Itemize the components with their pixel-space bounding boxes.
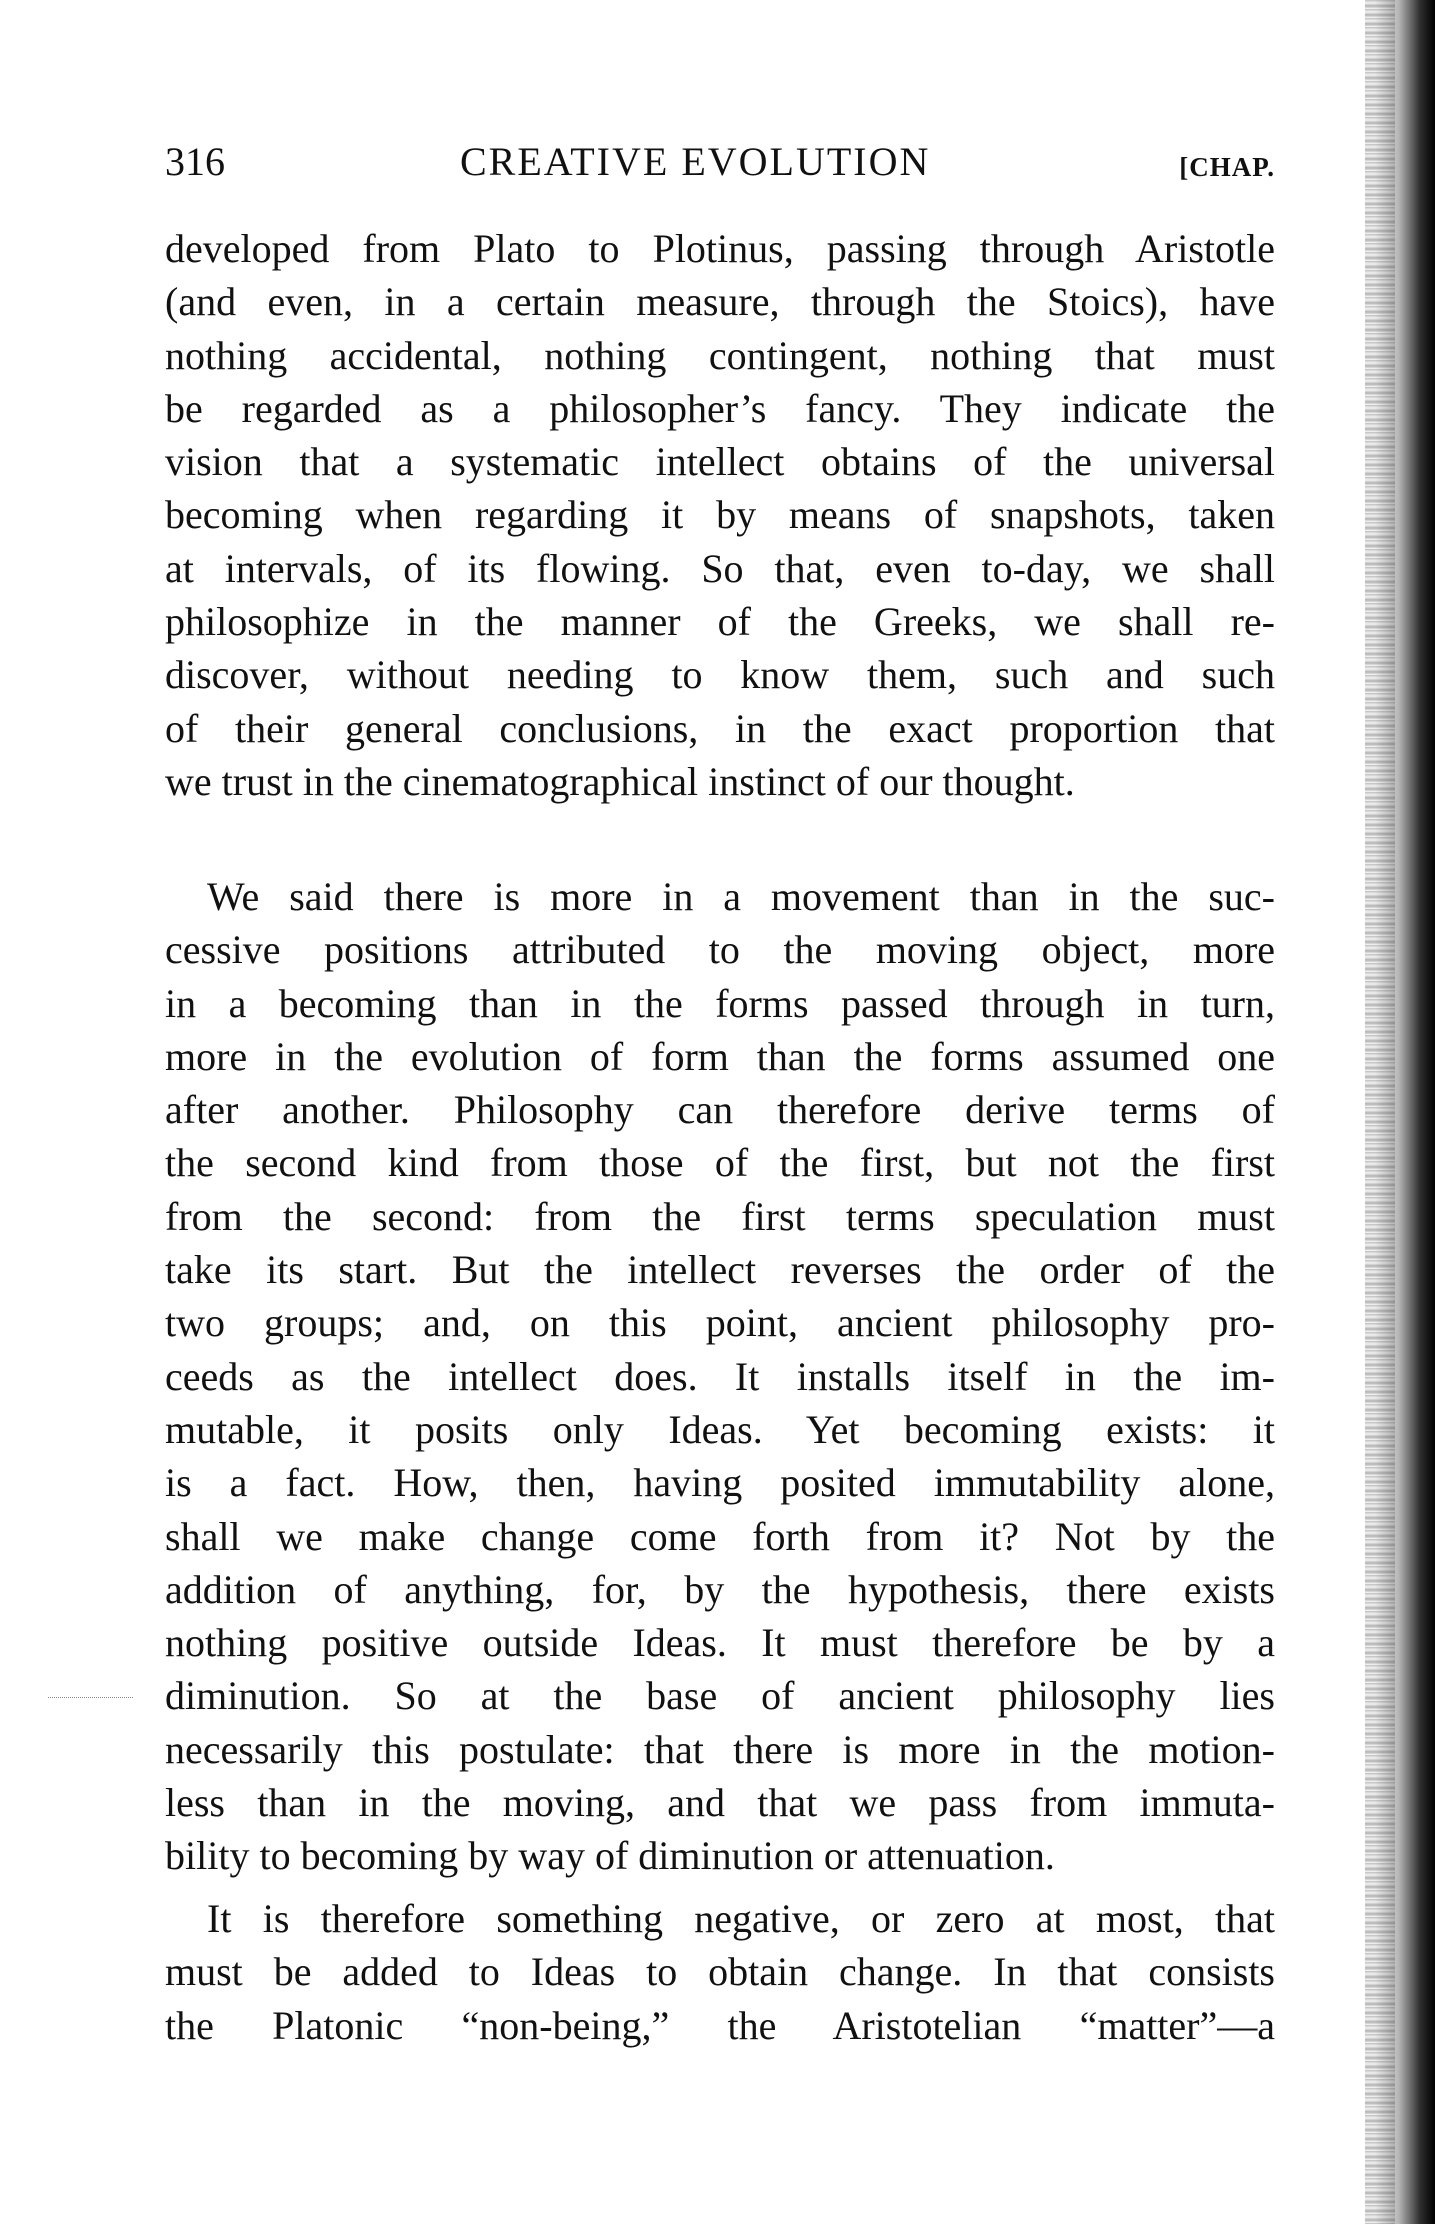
text-line: shall we make change come forth from it? Not by the (165, 1513, 1275, 1559)
text-line: developed from Plato to Plotinus, passing through Aristotle (165, 226, 1275, 271)
text-line: more in the evolution of form than the forms assumed one (165, 1033, 1275, 1079)
text-line: two groups; and, on this point, ancient philosophy pro- (165, 1300, 1275, 1346)
text-line: (and even, in a certain measure, through the Stoics), have (165, 279, 1275, 325)
text-line: less than in the moving, and that we pass from immuta- (165, 1780, 1275, 1826)
text-line: after another. Philosophy can therefore derive terms of (165, 1087, 1275, 1133)
text-line: we trust in the cinematographical instinct of our thought. (165, 758, 1075, 804)
text-line: of their general conclusions, in the exact proportion that (165, 705, 1275, 751)
text-line: addition of anything, for, by the hypothesis, there exists (165, 1566, 1275, 1612)
text-line: take its start. But the intellect reverses the order of the (165, 1247, 1275, 1293)
text-line: diminution. So at the base of ancient philosophy lies (165, 1673, 1275, 1719)
text-line: philosophize in the manner of the Greeks, we shall re- (165, 599, 1275, 645)
text-line: discover, without needing to know them, such and such (165, 652, 1275, 698)
text-line: at intervals, of its flowing. So that, even to-day, we shall (165, 545, 1275, 591)
text-line: the Platonic “non-being,” the Aristotelian “matter”—a (165, 2002, 1275, 2048)
text-line: nothing positive outside Ideas. It must therefore be by a (165, 1620, 1275, 1666)
paragraph-more-in-movement (165, 870, 1275, 1883)
text-line: becoming when regarding it by means of snapshots, taken (165, 492, 1275, 538)
text-line: bility to becoming by way of diminution or attenuation. (165, 1833, 1055, 1879)
paragraph-something-negative (165, 1892, 1275, 2052)
text-line: is a fact. How, then, having posited immutability alone, (165, 1460, 1275, 1506)
paragraph-continued (165, 222, 1275, 808)
text-line: It is therefore something negative, or zero at most, that (207, 1896, 1275, 1941)
text-line: mutable, it posits only Ideas. Yet becoming exists: it (165, 1406, 1275, 1452)
text-line: from the second: from the first terms speculation must (165, 1193, 1275, 1239)
text-line: the second kind from those of the first, but not the first (165, 1140, 1275, 1186)
running-header (165, 138, 1275, 188)
text-line: ceeds as the intellect does. It installs itself in the im- (165, 1353, 1275, 1399)
running-title: CREATIVE EVOLUTION (460, 139, 931, 184)
text-line: in a becoming than in the forms passed through in turn, (165, 980, 1275, 1026)
text-line: nothing accidental, nothing contingent, nothing that must (165, 332, 1275, 378)
text-line: be regarded as a philosopher’s fancy. They indicate the (165, 385, 1275, 431)
text-line: We said there is more in a movement than in the suc- (207, 874, 1275, 919)
page-number: 316 (165, 139, 225, 184)
page-edge-shadow (1375, 0, 1435, 2224)
text-line: necessarily this postulate: that there is more in the motion- (165, 1726, 1275, 1772)
chapter-tag: [CHAP. (1179, 152, 1275, 182)
text-line: vision that a systematic intellect obtains of the universal (165, 439, 1275, 485)
text-line: cessive positions attributed to the moving object, more (165, 927, 1275, 973)
text-line: must be added to Ideas to obtain change. In that consists (165, 1949, 1275, 1995)
pencil-margin-mark (48, 1697, 133, 1698)
